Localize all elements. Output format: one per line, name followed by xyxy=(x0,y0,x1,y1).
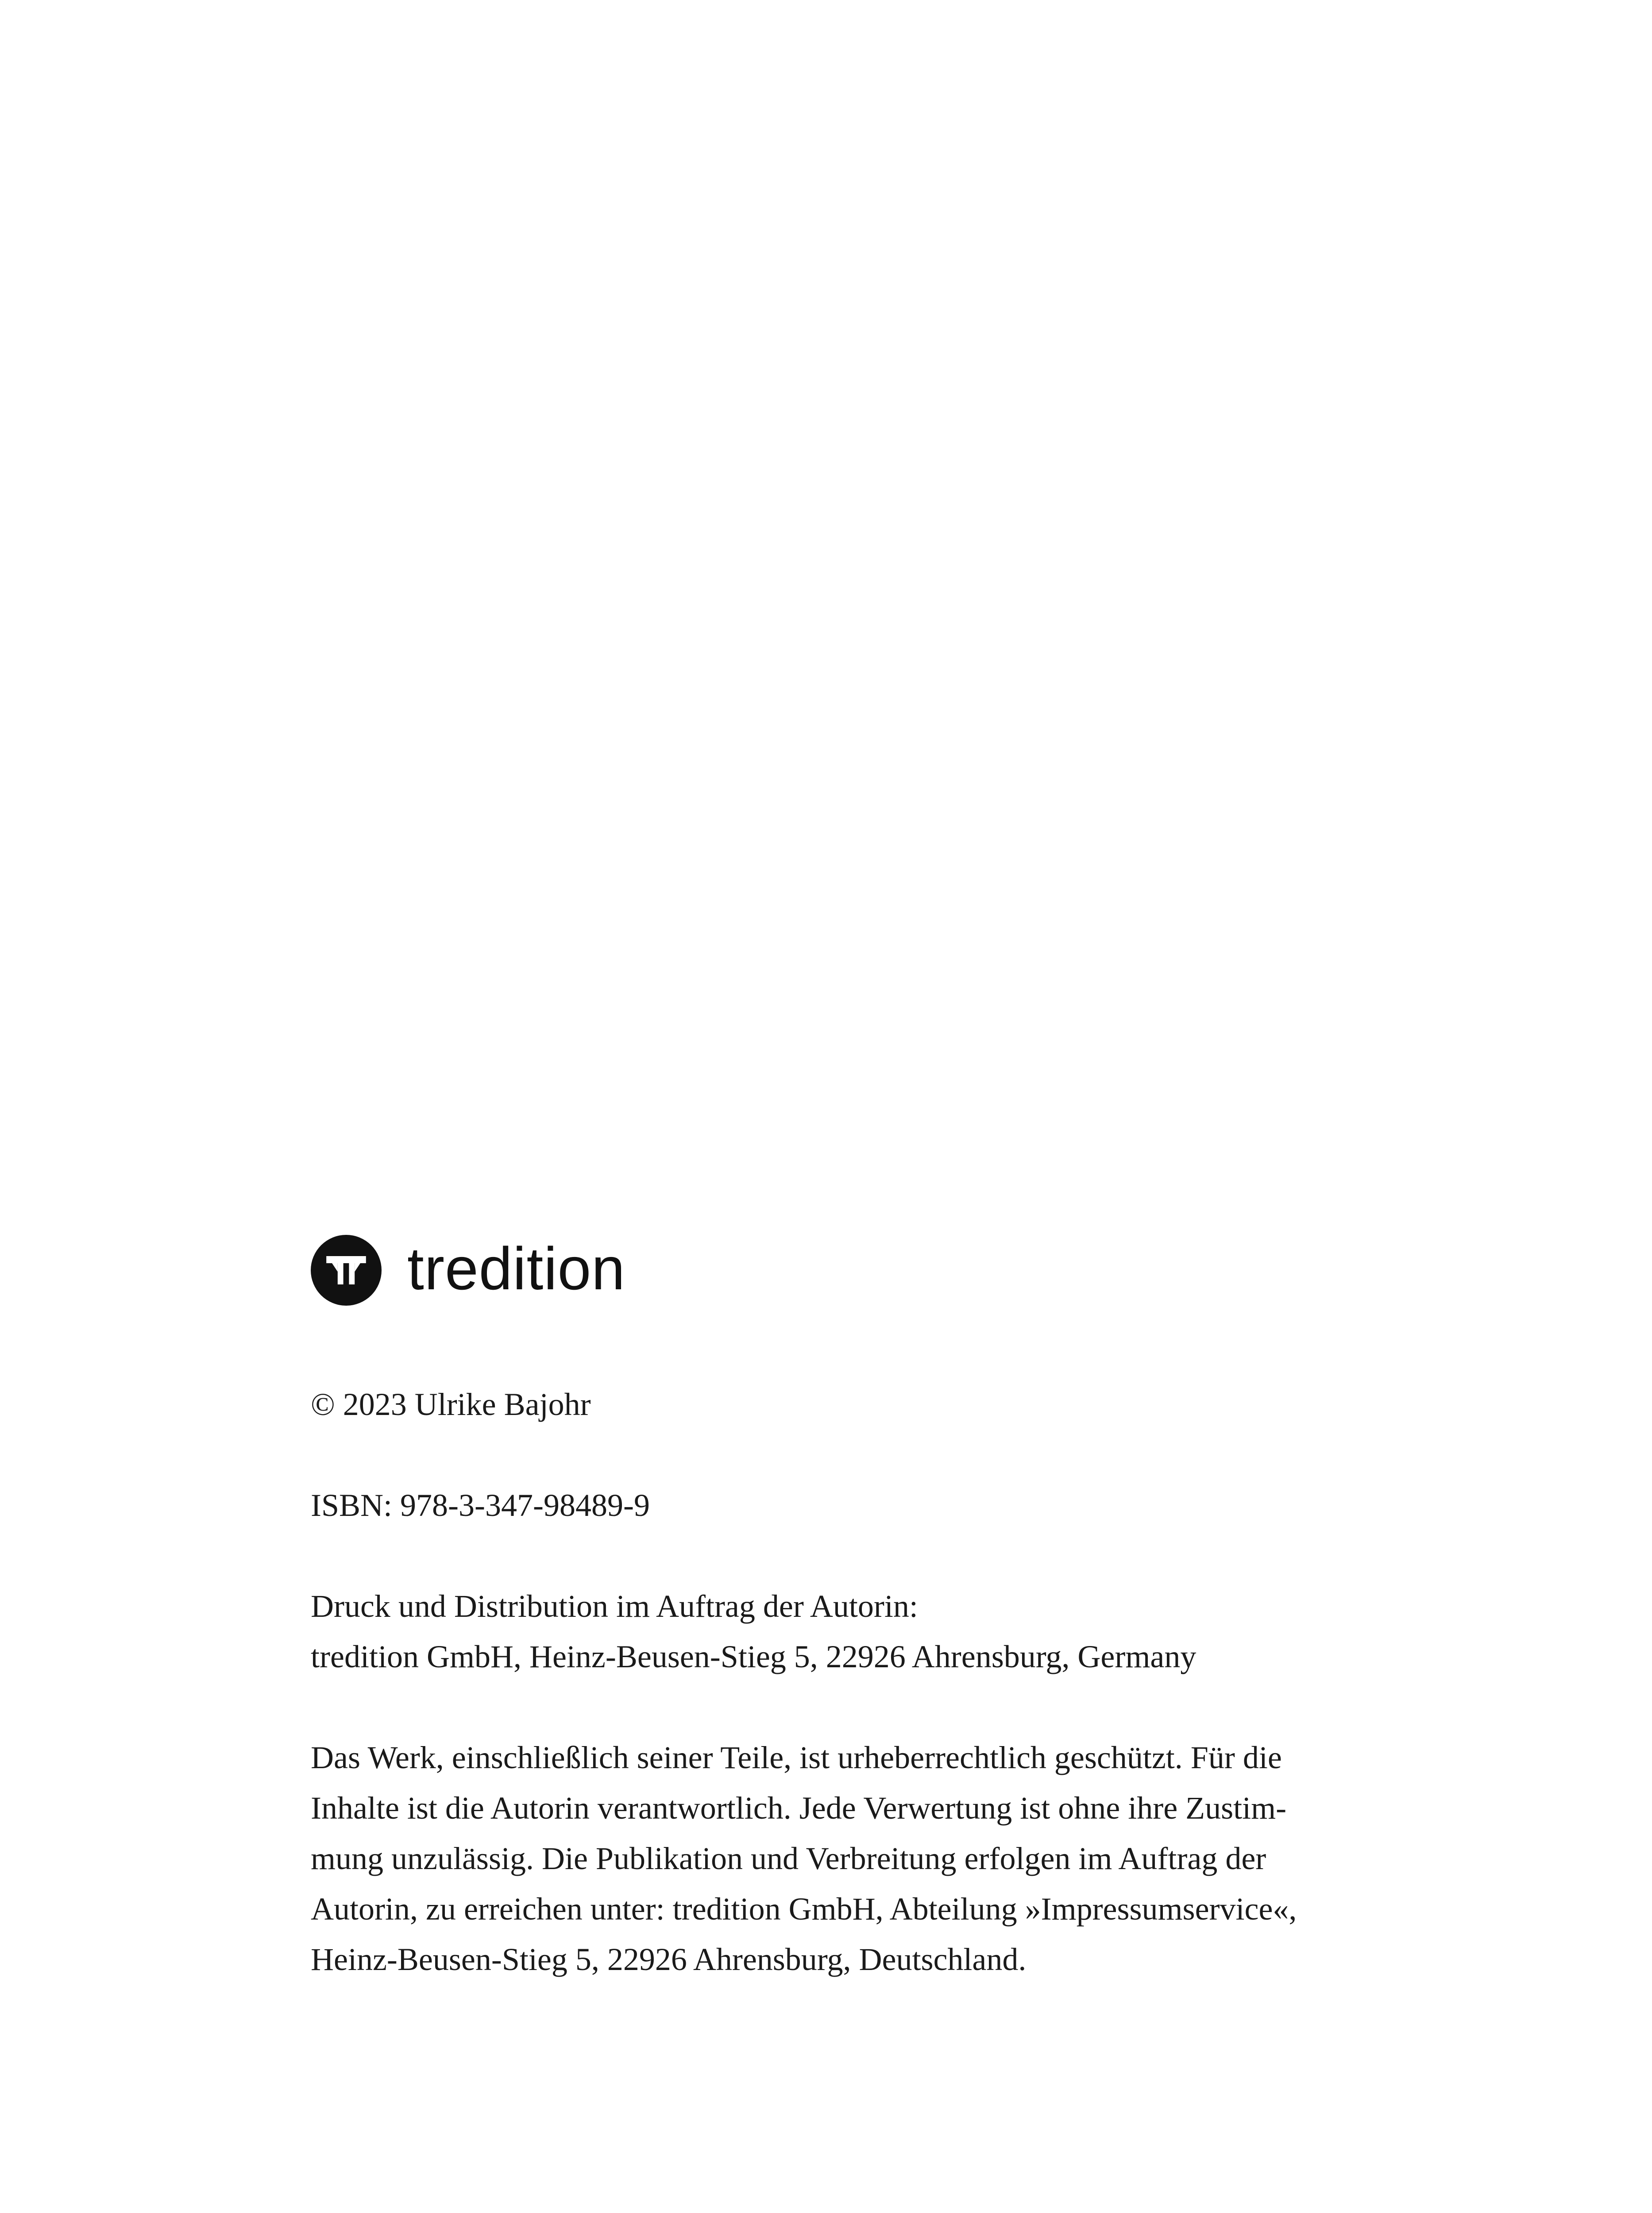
printer-address: tredition GmbH, Heinz-Beusen-Stieg 5, 22926 Ahrensburg, Germany xyxy=(311,1639,1197,1674)
legal-line: Autorin, zu erreichen unter: tredition GmbH, Abteilung »Impressumservice«, xyxy=(311,1891,1297,1927)
imprint-block xyxy=(311,1235,1373,1985)
printer-line: Druck und Distribution im Auftrag der Autorin: xyxy=(311,1588,918,1624)
isbn-number: ISBN: 978-3-347-98489-9 xyxy=(311,1488,650,1523)
legal-line: Das Werk, einschließlich seiner Teile, ist urheberrechtlich geschützt. Für die xyxy=(311,1740,1282,1775)
tredition-logo-icon xyxy=(311,1235,382,1306)
printer-info xyxy=(311,1581,1373,1682)
copyright-notice: © 2023 Ulrike Bajohr xyxy=(311,1387,591,1422)
legal-line: Inhalte ist die Autorin verantwortlich. Jede Verwertung ist ohne ihre Zustim- xyxy=(311,1790,1287,1826)
legal-notice xyxy=(311,1732,1373,1985)
publisher-logo xyxy=(311,1235,1373,1306)
publisher-name: tredition xyxy=(407,1235,625,1302)
legal-line: mung unzulässig. Die Publikation und Verbreitung erfolgen im Auftrag der xyxy=(311,1841,1266,1876)
legal-line: Heinz-Beusen-Stieg 5, 22926 Ahrensburg, Deutschland. xyxy=(311,1942,1027,1977)
